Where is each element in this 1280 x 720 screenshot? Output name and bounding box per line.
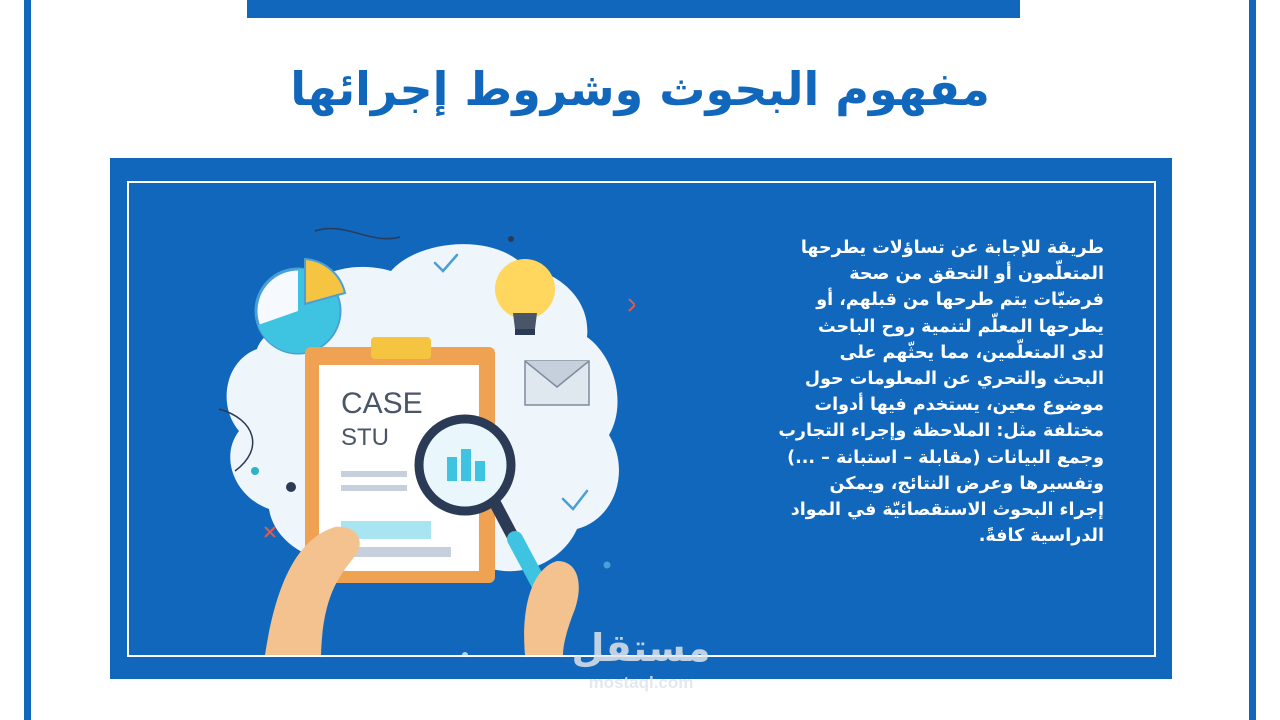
case-study-illustration xyxy=(195,209,635,655)
top-accent-bar xyxy=(247,0,1020,18)
envelope-icon xyxy=(525,361,589,405)
body-line: موضوع معين، يستخدم فيها أدوات xyxy=(814,395,1104,416)
content-panel xyxy=(110,158,1172,679)
body-line: المتعلّمون أو التحقق من صحة xyxy=(849,264,1104,285)
decor-scribble xyxy=(315,229,400,239)
body-line: وتفسيرها وعرض النتائج، ويمكن xyxy=(829,473,1104,494)
body-line: طريقة للإجابة عن تساؤلات يطرحها xyxy=(800,238,1104,258)
left-hand xyxy=(265,527,360,655)
body-line: إجراء البحوث الاستقصائيّة في المواد xyxy=(790,500,1104,521)
decor-dot-4 xyxy=(286,482,296,492)
panel-frame xyxy=(127,181,1156,657)
body-line: وجمع البيانات (مقابلة – استبانة – ...) xyxy=(787,447,1104,468)
page-title: مفهوم البحوث وشروط إجرائها xyxy=(290,62,990,116)
decor-dot-5 xyxy=(462,652,468,655)
watermark-logo: مستقل xyxy=(571,626,711,670)
right-border-line xyxy=(1249,0,1256,720)
body-line: يطرحها المعلّم لتنمية روح الباحث xyxy=(818,316,1104,337)
description-paragraph xyxy=(634,235,1104,549)
body-line: فرضيّات يتم طرحها من قبلهم، أو xyxy=(816,290,1104,311)
body-line: الدراسية كافةً. xyxy=(978,526,1104,547)
body-line: البحث والتحري عن المعلومات حول xyxy=(804,369,1104,390)
watermark-url: mostaql.com xyxy=(588,673,694,692)
decor-cross-2 xyxy=(265,527,275,537)
body-line: لدى المتعلّمين، مما يحثّهم على xyxy=(839,342,1104,363)
decor-dot-3 xyxy=(508,236,514,242)
clipboard-text-study: STU xyxy=(341,424,389,451)
decor-dot xyxy=(251,467,259,475)
body-line: مختلفة مثل: الملاحظة وإجراء التجارب xyxy=(778,421,1104,442)
watermark xyxy=(556,624,726,714)
left-border-line xyxy=(24,0,31,720)
decor-dot-2 xyxy=(604,562,611,569)
clipboard-text-case: CASE xyxy=(341,387,423,420)
